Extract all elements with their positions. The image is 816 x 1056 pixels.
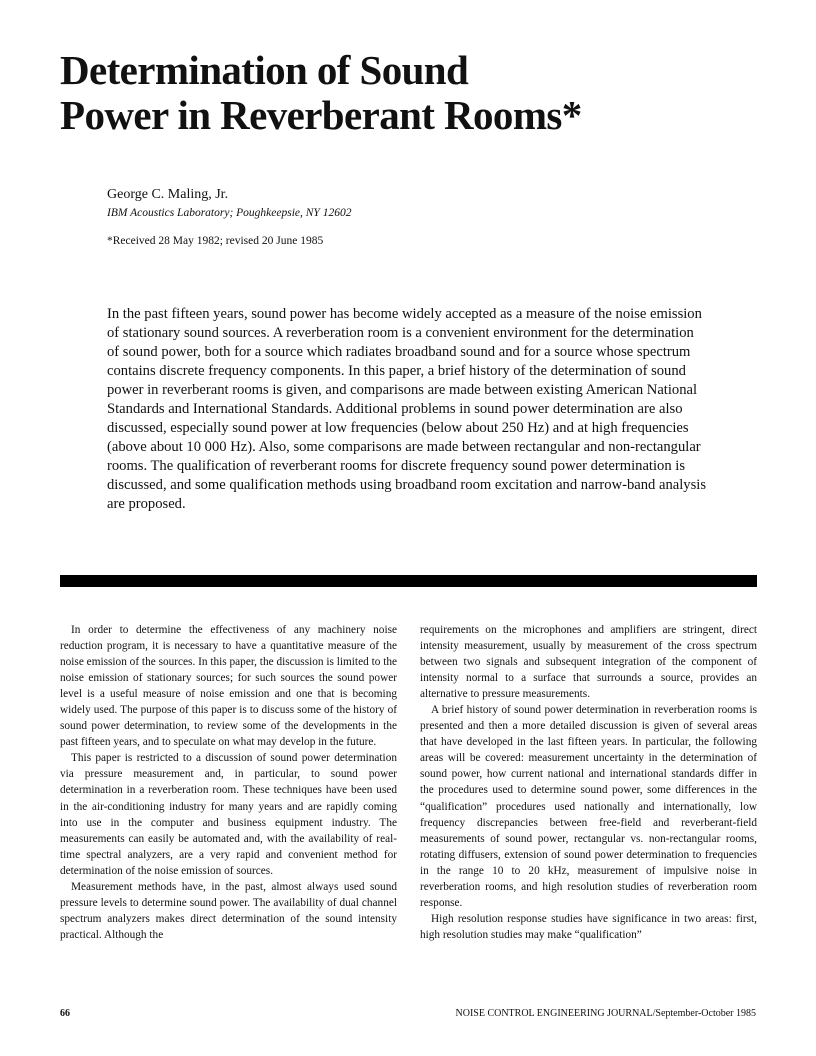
abstract: In the past fifteen years, sound power has become widely accepted as a measure of the noise emission of stationary sound sources. A reverberation room is a convenient environment for the determination of sound power, both for a source which radiates broadband sound and for a source whose spectrum contains discrete frequency components. In this paper, a brief history of the determination of sound power in reverberant rooms is given, and comparisons are made between existing American National Standards and International Standards. Additional problems in sound power determination are also discussed, especially sound power at low frequencies (below about 250 Hz) and at high frequencies (above about 10 000 Hz). Also, some comparisons are made between rectangular and non-rectangular rooms. The qualification of reverberant rooms for discrete frequency sound power determination is discussed, and some qualification methods using broadband room excitation and narrow-band analysis are proposed. (107, 306, 707, 512)
body-paragraph: Measurement methods have, in the past, almost always used sound pressure levels to determine sound power. The availability of dual channel spectrum analyzers makes direct determination of the sound intensity practical. Although the (60, 880, 397, 941)
received-date-note: *Received 28 May 1982; revised 20 June 1985 (107, 235, 324, 247)
article-title-line-1: Determination of Sound (60, 47, 469, 93)
body-paragraph: In order to determine the effectiveness of any machinery noise reduction program, it is necessary to have a quantitative measure of the noise emission of the sources. In this paper, the discussion is limited to the noise emission of stationary sources; for such sources the sound power level is a useful measure of noise emission and one that is becoming widely used. The purpose of this paper is to discuss some of the history of sound power determination, to review some of the developments in the past fifteen years, and to speculate on what may develop in the future. (60, 624, 397, 749)
body-paragraph: This paper is restricted to a discussion of sound power determination via pressure measurement and, in particular, to sound power determination in a reverberation room. These techniques have been used in the air-conditioning industry for many years and are rapidly coming into use in the computer and business equipment industry. The measurements can easily be automated and, with the availability of real-time spectral analyzers, are a very rapid and convenient method for determination of the noise emission of sources. (60, 752, 397, 877)
article-title-line-2: Power in Reverberant Rooms* (60, 92, 582, 138)
section-divider-bar (60, 575, 757, 587)
page-number: 66 (60, 1008, 70, 1019)
body-column-right (420, 622, 757, 943)
body-paragraph: requirements on the microphones and amplifiers are stringent, direct intensity measurement, usually by measurement of the cross spectrum between two signals and subsequent integration of the component of intensity normal to a surface that surrounds a source, provides an alternative to pressure measurements. (420, 624, 757, 701)
body-column-left (60, 622, 397, 943)
body-paragraph: High resolution response studies have significance in two areas: first, high resolution studies may make “qualification” (420, 912, 757, 941)
article-title (60, 48, 760, 138)
body-paragraph: A brief history of sound power determination in reverberation rooms is presented and then a more detailed discussion is given of several areas that have developed in the last fifteen years. In particular, the following areas will be covered: measurement uncertainty in the determination of sound power, how current national and international standards differ in the procedures used to determine sound power, some differences in the “qualification” procedures used nationally and internationally, low frequency discrepancies between free-field and reverberant-field measurements of sound power, rectangular vs. non-rectangular rooms, rotating diffusers, extension of sound power determination to frequencies in the range 10 to 20 kHz, measurement of impulsive noise in reverberation rooms, and high resolution studies of reverberation room response. (420, 704, 757, 909)
author-affiliation: IBM Acoustics Laboratory; Poughkeepsie, NY 12602 (107, 207, 352, 219)
journal-footer: NOISE CONTROL ENGINEERING JOURNAL/September-October 1985 (455, 1008, 756, 1019)
author-name: George C. Maling, Jr. (107, 187, 229, 202)
